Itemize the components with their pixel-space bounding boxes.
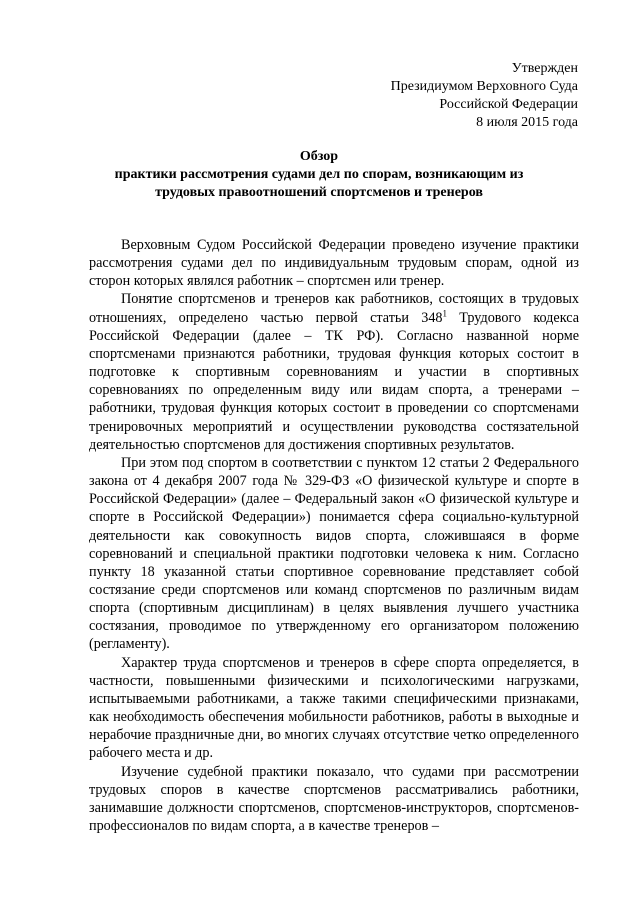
title-line-2: практики рассмотрения судами дел по спорам, возникающим из xyxy=(114,167,524,182)
approval-line-date: 8 июля 2015 года xyxy=(476,115,578,130)
title-line-3: трудовых правоотношений спортсменов и тренеров xyxy=(155,185,483,200)
approval-stamp xyxy=(391,60,578,132)
approval-line-presidium: Президиумом Верховного Суда xyxy=(390,79,578,94)
document-title xyxy=(60,148,578,202)
paragraph-2-part-a: Понятие спортсменов и тренеров как работников, состоящих в трудовых отношениях, определено частью первой статьи 348 xyxy=(89,291,579,326)
paragraph-2 xyxy=(89,290,579,453)
paragraph-4: Характер труда спортсменов и тренеров в сфере спорта определяется, в частности, повышенными физическими и психологическими нагрузками, испытываемыми работниками, а также такими специфическими признаками, как необходимость обеспечения мобильности работников, работы в выходные и нерабочие праздничные дни, во многих случаях отсутствие четко определенного рабочего места и др. xyxy=(89,654,579,762)
paragraph-5: Изучение судебной практики показало, что судами при рассмотрении трудовых споров в качестве спортсменов рассматривались работники, занимавшие должности спортсменов, спортсменов-инструкторов, спортсменов-профессионалов по видам спорта, а в качестве тренеров – xyxy=(89,763,579,834)
paragraph-2-part-b: Трудового кодекса Российской Федерации (далее – ТК РФ). Согласно названной норме спортсменами признаются работники, трудовая функция которых состоит в подготовке к спортивным соревнованиям и участии в спортивных соревнованиях по определенным виду или видам спорта, а тренерами – работники, трудовая функция которых состоит в проведении со спортсменами тренировочных мероприятий и осуществлении руководства состязательной деятельностью спортсменов для достижения спортивных результатов. xyxy=(89,309,579,453)
approval-line-approved: Утвержден xyxy=(511,61,578,76)
title-line-1: Обзор xyxy=(299,149,339,164)
document-body xyxy=(89,236,579,835)
approval-line-federation: Российской Федерации xyxy=(439,97,578,112)
paragraph-1: Верховным Судом Российской Федерации проведено изучение практики рассмотрения судами дел по индивидуальным трудовым спорам, одной из сторон которых являлся работник – спортсмен или тренер. xyxy=(89,237,579,290)
article-superscript: 1 xyxy=(442,307,448,318)
paragraph-3: При этом под спортом в соответствии с пунктом 12 статьи 2 Федерального закона от 4 декабря 2007 года № 329-ФЗ «О физической культуре и спорте в Российской Федерации» (далее – Федеральный закон «О физической культуре и спорте в Российской Федерации») понимается сфера социально-культурной деятельности как совокупность видов спорта, сложившаяся в форме соревнований и специальной практики подготовки человека к ним. Согласно пункту 18 указанной статьи спортивное соревнование представляет собой состязание среди спортсменов или команд спортсменов по различным видам спорта (спортивным дисциплинам) в целях выявления лучшего участника состязания, проводимое по утвержденному его организатором положению (регламенту). xyxy=(89,454,579,653)
